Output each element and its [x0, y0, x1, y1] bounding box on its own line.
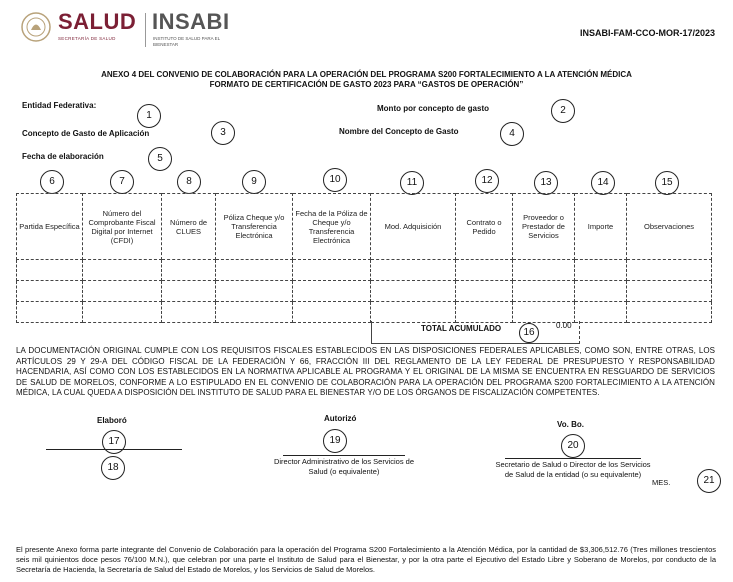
marker-7: 7 [110, 170, 134, 194]
marker-6: 6 [40, 170, 64, 194]
document-subtitle: FORMATO DE CERTIFICACIÓN DE GASTO 2023 PARA “GASTOS DE OPERACIÓN” [209, 80, 524, 89]
autorizo-signature-line [283, 455, 405, 456]
expense-table [16, 193, 712, 323]
table-header-row [17, 194, 712, 260]
marker-1: 1 [137, 104, 161, 128]
logo-divider [145, 13, 146, 47]
marker-8: 8 [177, 170, 201, 194]
marker-14: 14 [591, 171, 615, 195]
monto-label: Monto por concepto de gasto [377, 104, 489, 113]
total-label: TOTAL ACUMULADO [421, 324, 502, 333]
entidad-label: Entidad Federativa: [22, 101, 97, 110]
salud-logo-text: SALUD [58, 9, 137, 34]
table-row [17, 281, 712, 302]
autorizo-label: Autorizó [324, 414, 357, 423]
certification-paragraph: LA DOCUMENTACIÓN ORIGINAL CUMPLE CON LOS REQUISITOS FISCALES ESTABLECIDOS EN LAS DISPOSICIONES FEDERALES APLICABLES, COMO SON, ENTRE OTRAS, LOS ARTÍCULOS 29 Y 29-A DEL CÓDIGO FISCAL DE LA FEDERACIÓN Y 66, FRACCIÓN III DEL REGLAMENTO DE LA LEY FEDERAL DE PRESUPUESTO Y RESPONSABILIDAD HACENDARIA, ASÍ COMO CON LOS ESTABLECIDOS EN LA NORMATIVA APLICABLE AL PROGRAMA Y EL ORIGINAL DE LA MISMA SE ENCUENTRA EN RESGUARDO DE SERVICIOS DE SALUD DE MORELOS, CONFORME A LO ESTIPULADO EN EL CONVENIO DE COLABORACIÓN PARA LA OPERACIÓN DEL PROGRAMA S200 FORTALECIMIENTO A LA ATENCIÓN MÉDICA, LA CUAL QUEDA A DISPOSICIÓN DEL INSTITUTO DE SALUD PARA EL BIENESTAR Y/O DE LOS ÓRGANOS DE FISCALIZACIÓN COMPETENTES. [16, 346, 715, 397]
marker-21: 21 [697, 469, 721, 493]
table-row [17, 302, 712, 323]
header-contrato: Contrato o Pedido [456, 194, 513, 260]
marker-2: 2 [551, 99, 575, 123]
mexico-seal-icon [20, 10, 52, 44]
table-row [17, 260, 712, 281]
fecha-label: Fecha de elaboración [22, 152, 104, 161]
marker-9: 9 [242, 170, 266, 194]
header-clues: Número de CLUES [162, 194, 216, 260]
header-mod-adquisicion: Mod. Adquisición [371, 194, 456, 260]
nombre-concepto-label: Nombre del Concepto de Gasto [339, 127, 459, 136]
marker-10: 10 [323, 168, 347, 192]
marker-18: 18 [101, 456, 125, 480]
secretario-title: Secretario de Salud o Director de los Servicios de Salud de la entidad (o su equivalente) [495, 460, 651, 479]
vobo-signature-line [505, 458, 641, 459]
director-title: Director Administrativo de los Servicios de Salud (o equivalente) [273, 457, 415, 476]
header-fecha-poliza: Fecha de la Póliza de Cheque y/o Transferencia Electrónica [293, 194, 371, 260]
marker-12: 12 [475, 169, 499, 193]
footer-note: El presente Anexo forma parte integrante del Convenio de Colaboración para la operación del Programa S200 Fortalecimiento a la Atención Médica, por la cantidad de $3,306,512.76 (Tres millones trescientos seis mil quinientos doce pesos 76/100 M.N.), que celebran por una parte el Instituto de Salud para el Bienestar, y por la otra parte el Ejecutivo del Estado Libre y Soberano de Morelos, por conducto de la Secretaría de Hacienda, la Secretaría de Salud del Estado de Morelos, y los Servicios de Salud de Morelos. [16, 545, 716, 574]
marker-5: 5 [148, 147, 172, 171]
insabi-logo-text: INSABI [152, 9, 230, 34]
elaboro-label: Elaboró [97, 416, 127, 425]
insabi-logo-subtitle: INSTITUTO DE SALUD PARA EL BIENESTAR [153, 36, 220, 47]
document-title: ANEXO 4 DEL CONVENIO DE COLABORACIÓN PARA LA OPERACIÓN DEL PROGRAMA S200 FORTALECIMIENTO A LA ATENCIÓN MÉDICA [101, 70, 632, 79]
marker-19: 19 [323, 429, 347, 453]
marker-13: 13 [534, 171, 558, 195]
marker-20: 20 [561, 434, 585, 458]
header-cfdi: Número del Comprobante Fiscal Digital por Internet (CFDI) [83, 194, 162, 260]
marker-11: 11 [400, 171, 424, 195]
marker-15: 15 [655, 171, 679, 195]
mes-label: MES. [652, 478, 671, 487]
elaboro-signature-line [46, 449, 182, 450]
header-observaciones: Observaciones [627, 194, 712, 260]
marker-17: 17 [102, 430, 126, 454]
total-value: 0.00 [556, 321, 572, 330]
document-code: INSABI-FAM-CCO-MOR-17/2023 [579, 28, 715, 38]
vobo-label: Vo. Bo. [557, 420, 584, 429]
salud-logo-subtitle: SECRETARÍA DE SALUD [58, 36, 116, 41]
header-proveedor: Proveedor o Prestador de Servicios [513, 194, 575, 260]
marker-4: 4 [500, 122, 524, 146]
header-partida: Partida Específica [17, 194, 83, 260]
concepto-label: Concepto de Gasto de Aplicación [22, 129, 150, 138]
marker-16: 16 [519, 323, 539, 343]
header-importe: Importe [575, 194, 627, 260]
marker-3: 3 [211, 121, 235, 145]
header-poliza: Póliza Cheque y/o Transferencia Electrónica [216, 194, 293, 260]
